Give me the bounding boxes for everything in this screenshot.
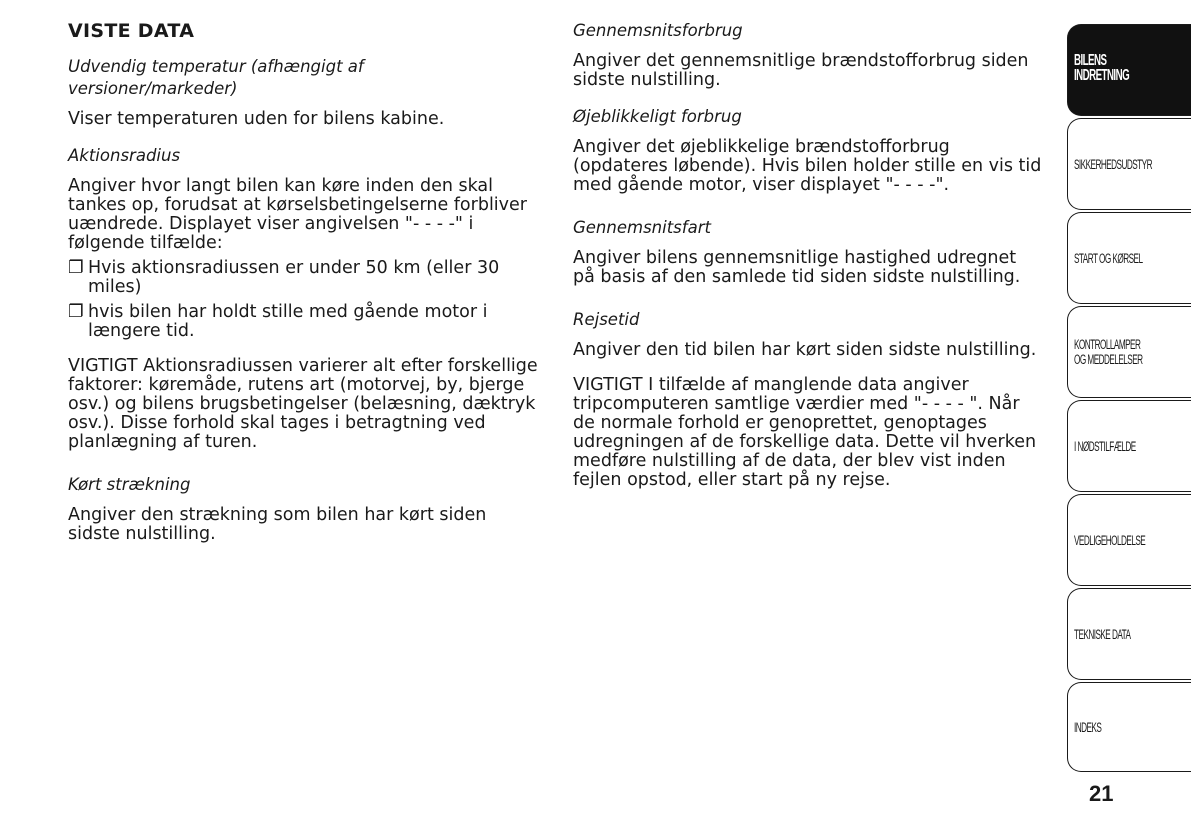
note-missing-data: VIGTIGT I tilfælde af manglende data angiver tripcomputeren samtlige værdier med "- - - - ". Når de normale forhold er genoprettet, genoptages udregningen af de forskellige data. Dette vil hverken medføre nulstilling af de data, der blev vist inden fejlen opstod, eller start på ny rejse. [573, 375, 1037, 490]
list-item: ❐ Hvis aktionsradiussen er under 50 km (eller 30 miles) [68, 258, 500, 297]
para-instant-consumption: Angiver det øjeblikkelige brændstofforbrug (opdateres løbende). Hvis bilen holder stille en vis tid med gående motor, viser displayet "- - - -". [573, 137, 1042, 195]
subhead-instant-consumption: Øjeblikkeligt forbrug [573, 107, 742, 126]
list-item: ❐ hvis bilen har holdt stille med gående motor i længere tid. [68, 302, 488, 341]
tab-bilens-indretning[interactable]: BILENS INDRETNING [1067, 24, 1191, 116]
subhead-temperature: Udvendig temperatur (afhængigt af versioner/markeder) [68, 57, 364, 98]
page-number: 21 [1089, 781, 1114, 806]
para-avg-speed: Angiver bilens gennemsnitlige hastighed udregnet på basis af den samlede tid siden sidste nulstilling. [573, 248, 1021, 287]
checkbox-bullet-icon: ❐ [68, 258, 84, 278]
para-avg-consumption: Angiver det gennemsnitlige brændstofforbrug siden sidste nulstilling. [573, 51, 1029, 90]
subhead-range: Aktionsradius [68, 146, 181, 165]
left-column [68, 14, 538, 560]
subhead-distance: Kørt strækning [68, 475, 191, 494]
tab-indeks[interactable]: INDEKS [1067, 682, 1191, 772]
para-travel-time: Angiver den tid bilen har kørt siden sidste nulstilling. [573, 340, 1037, 360]
tab-vedligeholdelse[interactable]: VEDLIGEHOLDELSE [1067, 494, 1191, 586]
subhead-travel-time: Rejsetid [573, 310, 640, 329]
subhead-avg-speed: Gennemsnitsfart [573, 218, 711, 237]
tab-i-nodstilfaelde[interactable]: I NØDSTILFÆLDE [1067, 400, 1191, 492]
subhead-avg-consumption: Gennemsnitsforbrug [573, 21, 743, 40]
bullet-list [68, 259, 538, 341]
tab-kontrollamper[interactable]: KONTROLLAMPER OG MEDDELELSER [1067, 306, 1191, 398]
tab-sikkerhedsudstyr[interactable]: SIKKERHEDSUDSTYR [1067, 118, 1191, 210]
section-heading: VISTE DATA [68, 20, 195, 42]
middle-column [573, 20, 1043, 506]
tab-tekniske-data[interactable]: TEKNISKE DATA [1067, 588, 1191, 680]
para-distance: Angiver den strækning som bilen har kørt siden sidste nulstilling. [68, 505, 487, 544]
para-range: Angiver hvor langt bilen kan køre inden den skal tankes op, forudsat at kørselsbetingelserne forbliver uændrede. Displayet viser angivelsen "- - - -" i følgende tilfælde: [68, 176, 527, 253]
checkbox-bullet-icon: ❐ [68, 302, 84, 322]
para-temperature: Viser temperaturen uden for bilens kabine. [68, 109, 445, 129]
note-range: VIGTIGT Aktionsradiussen varierer alt efter forskellige faktorer: køremåde, rutens art (motorvej, by, bjerge osv.) og bilens brugsbetingelser (belæsning, dæktryk osv.). Disse forhold skal tages i betragtning ved planlægning af turen. [68, 356, 538, 452]
tab-start-og-korsel[interactable]: START OG KØRSEL [1067, 212, 1191, 304]
